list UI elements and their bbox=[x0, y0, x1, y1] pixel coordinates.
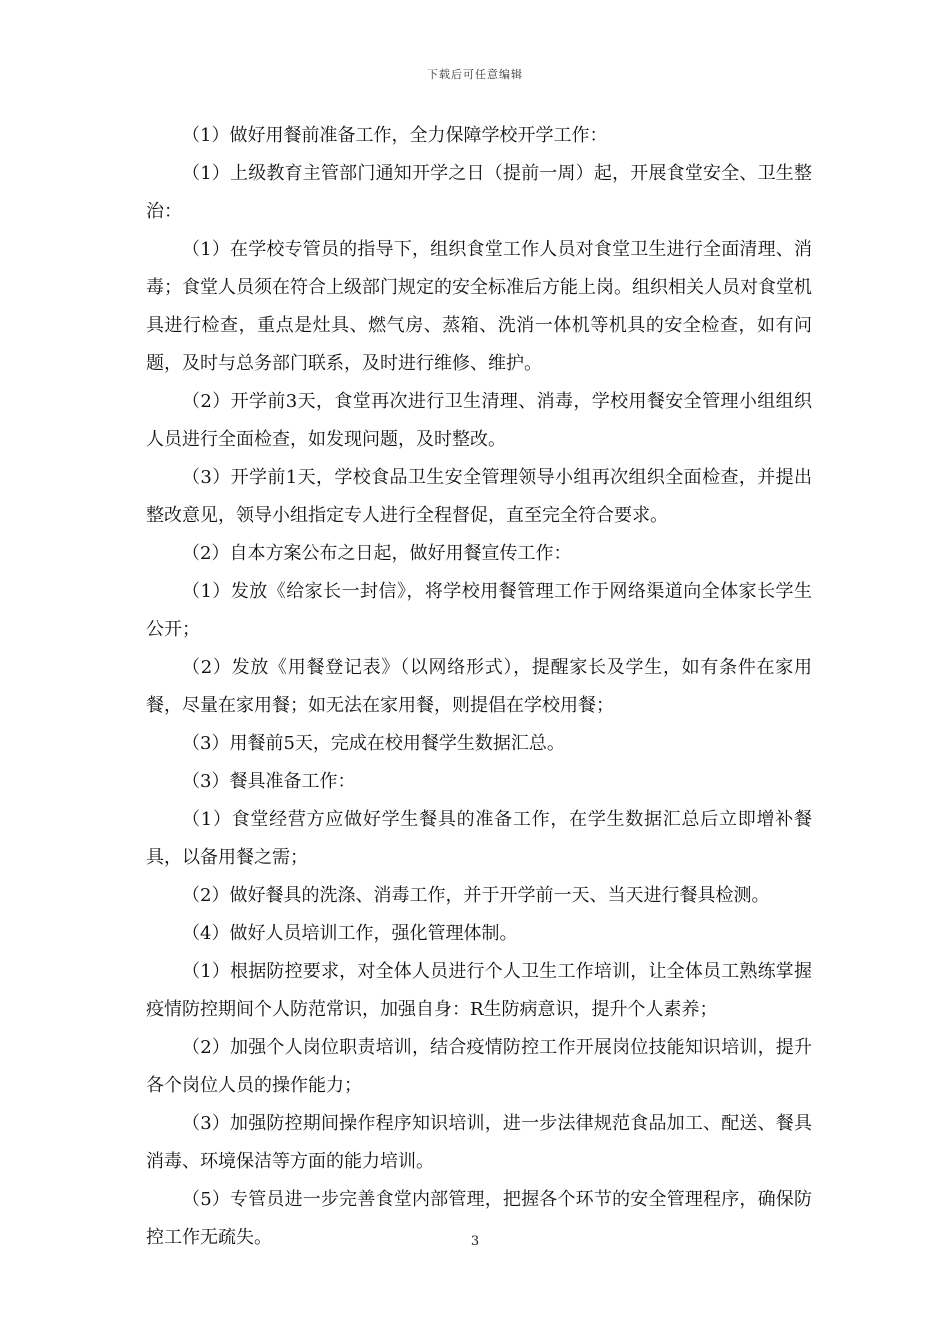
paragraph: （1）食堂经营方应做好学生餐具的准备工作，在学生数据汇总后立即增补餐具，以备用餐之需； bbox=[146, 809, 812, 868]
paragraph: （2）自本方案公布之日起，做好用餐宣传工作： bbox=[182, 543, 572, 564]
paragraph: （2）加强个人岗位职责培训，结合疫情防控工作开展岗位技能知识培训，提升各个岗位人员的操作能力； bbox=[146, 1037, 812, 1096]
document-body bbox=[146, 117, 812, 1257]
paragraph: （3）用餐前5天，完成在校用餐学生数据汇总。 bbox=[182, 733, 565, 754]
paragraph: （3）开学前1天，学校食品卫生安全管理领导小组再次组织全面检查，并提出整改意见，领导小组指定专人进行全程督促，直至完全符合要求。 bbox=[146, 467, 812, 526]
paragraph: （1）在学校专管员的指导下，组织食堂工作人员对食堂卫生进行全面清理、消毒；食堂人员须在符合上级部门规定的安全标准后方能上岗。组织相关人员对食堂机具进行检查，重点是灶具、燃气房、蒸箱、洗消一体机等机具的安全检查，如有问题，及时与总务部门联系，及时进行维修、维护。 bbox=[146, 239, 812, 374]
paragraph: （2）发放《用餐登记表》（以网络形式），提醒家长及学生，如有条件在家用餐，尽量在家用餐；如无法在家用餐，则提倡在学校用餐； bbox=[146, 657, 812, 716]
paragraph: （2）开学前3天，食堂再次进行卫生清理、消毒，学校用餐安全管理小组组织人员进行全面检查，如发现问题，及时整改。 bbox=[146, 391, 812, 450]
page-number: 3 bbox=[470, 1234, 480, 1249]
paragraph: （4）做好人员培训工作，强化管理体制。 bbox=[182, 923, 518, 944]
paragraph: （5）专管员进一步完善食堂内部管理，把握各个环节的安全管理程序，确保防控工作无疏失。 bbox=[146, 1189, 812, 1248]
paragraph: （3）加强防控期间操作程序知识培训，进一步法律规范食品加工、配送、餐具消毒、环境保洁等方面的能力培训。 bbox=[146, 1113, 812, 1172]
paragraph: （2）做好餐具的洗涤、消毒工作，并于开学前一天、当天进行餐具检测。 bbox=[182, 885, 770, 906]
paragraph: （1）上级教育主管部门通知开学之日（提前一周）起，开展食堂安全、卫生整治： bbox=[146, 163, 812, 222]
paragraph: （3）餐具准备工作： bbox=[182, 771, 356, 792]
page-header: 下载后可任意编辑 bbox=[427, 68, 523, 81]
paragraph: （1）根据防控要求，对全体人员进行个人卫生工作培训，让全体员工熟练掌握疫情防控期间个人防范常识，加强自身：R生防病意识，提升个人素养； bbox=[146, 961, 812, 1020]
paragraph: （1）做好用餐前准备工作，全力保障学校开学工作： bbox=[182, 125, 608, 146]
paragraph: （1）发放《给家长一封信》，将学校用餐管理工作于网络渠道向全体家长学生公开； bbox=[146, 581, 812, 640]
